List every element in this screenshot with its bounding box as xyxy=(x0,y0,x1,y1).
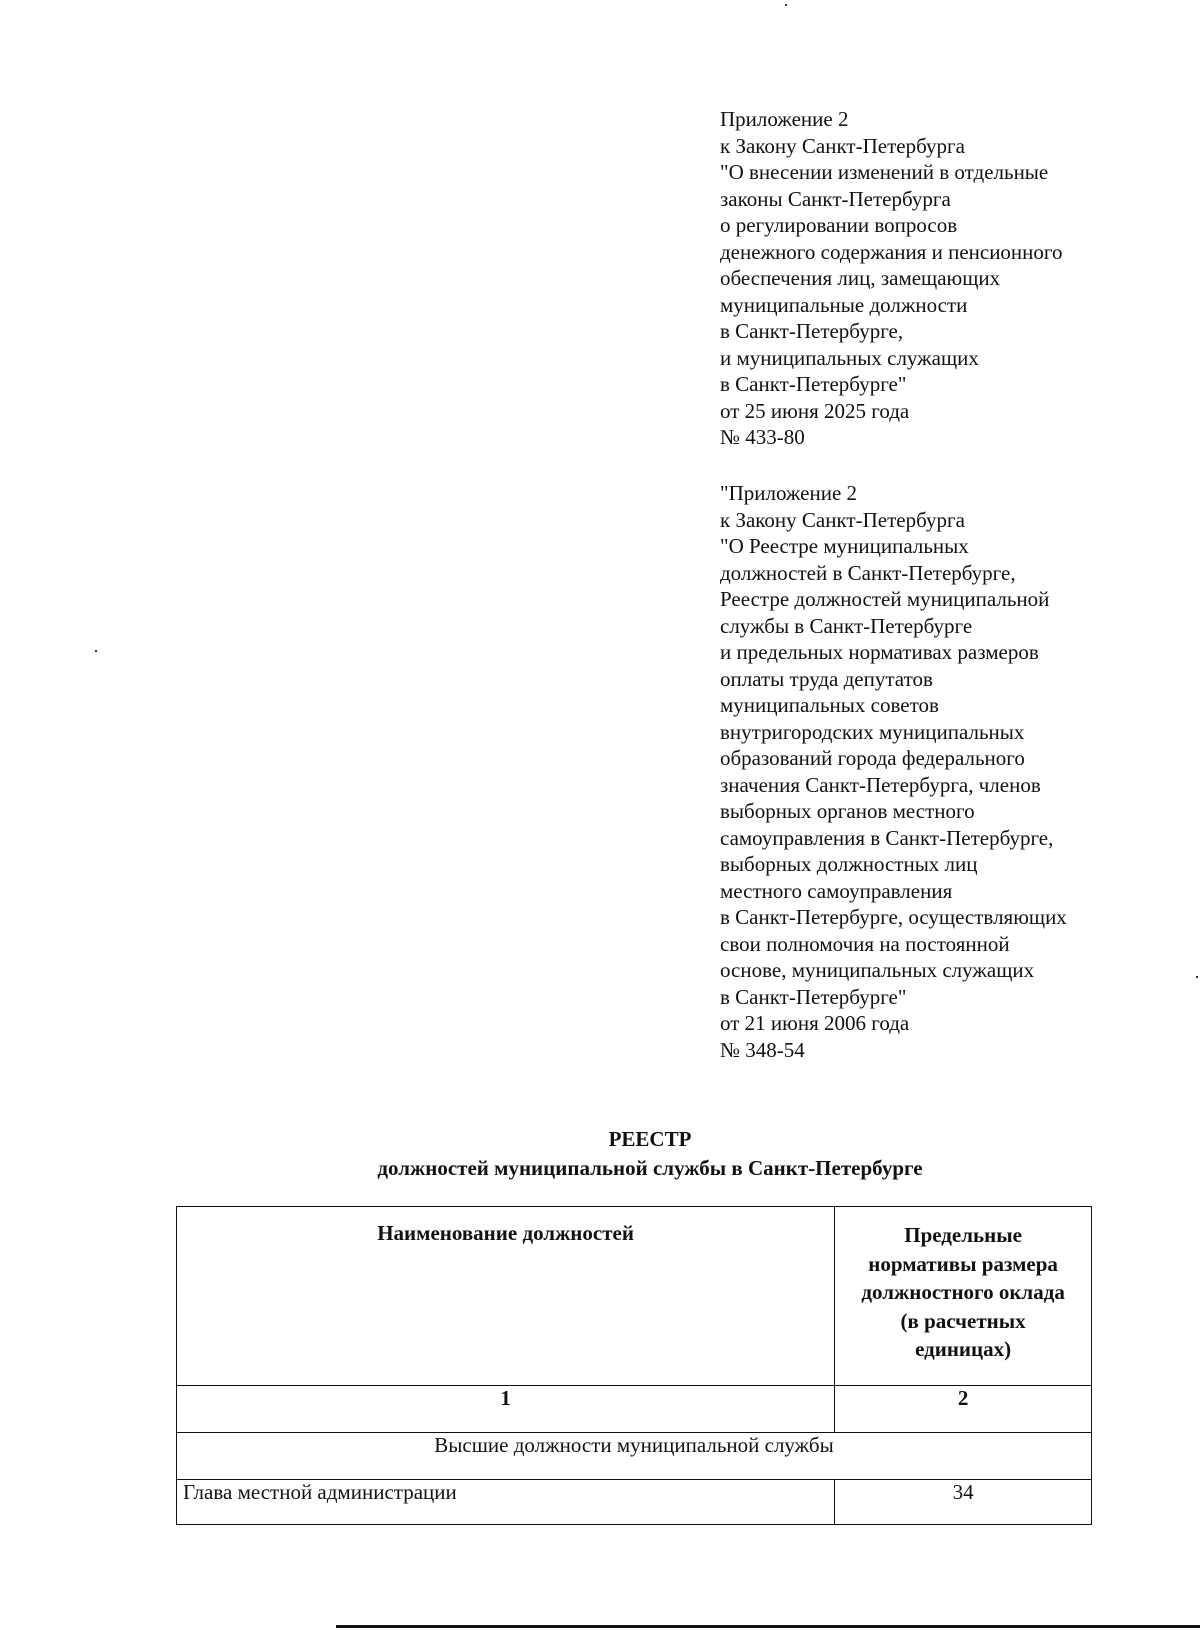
appendix-current-line: муниципальные должности xyxy=(720,292,968,317)
column-number-row xyxy=(177,1386,1092,1433)
header-norm-line: (в расчетных xyxy=(900,1308,1026,1333)
column-number: 2 xyxy=(835,1386,1092,1433)
appendix-original-line: должностей в Санкт-Петербурге, xyxy=(720,560,1016,585)
appendix-original-line: выборных органов местного xyxy=(720,799,975,823)
appendix-original-line: в Санкт-Петербурге, осуществляющих xyxy=(720,905,1067,929)
appendix-original-line: № 348-54 xyxy=(720,1037,805,1062)
appendix-current-line: законы Санкт-Петербурга xyxy=(720,186,951,211)
registry-heading xyxy=(100,1125,1200,1183)
registry-table xyxy=(176,1206,1092,1525)
position-name: Глава местной администрации xyxy=(177,1480,835,1525)
header-norm-line: Предельные xyxy=(904,1223,1022,1247)
appendix-original-line: "О Реестре муниципальных xyxy=(720,534,969,558)
table-header-row xyxy=(177,1207,1092,1386)
appendix-original-line: основе, муниципальных служащих xyxy=(720,958,1035,982)
appendix-original-line: Реестре должностей муниципальной xyxy=(720,587,1050,611)
appendix-original-line: к Закону Санкт-Петербурга xyxy=(720,507,965,532)
registry-subtitle: должностей муниципальной службы в Санкт-Петербурге xyxy=(377,1156,923,1180)
appendix-original-line: местного самоуправления xyxy=(720,878,953,903)
appendix-current-line: от 25 июня 2025 года xyxy=(720,398,910,423)
appendix-current-line: и муниципальных служащих xyxy=(720,345,979,370)
appendix-original-line: службы в Санкт-Петербурге xyxy=(720,613,973,638)
position-salary-norm: 34 xyxy=(835,1480,1092,1525)
appendix-original-line: выборных должностных лиц xyxy=(720,852,978,876)
appendix-original-line: муниципальных советов xyxy=(720,693,939,717)
appendix-current-line: "О внесении изменений в отдельные xyxy=(720,160,1049,184)
appendix-original-line: образований города федерального xyxy=(720,746,1025,770)
scan-speck xyxy=(1196,976,1198,978)
header-norm-line: должностного оклада xyxy=(861,1280,1065,1304)
scan-edge-line xyxy=(336,1625,1200,1628)
header-position-name: Наименование должностей xyxy=(177,1207,835,1386)
appendix-original-line: "Приложение 2 xyxy=(720,481,858,505)
appendix-original-line: значения Санкт-Петербурга, членов xyxy=(720,772,1041,797)
appendix-current-line: Приложение 2 xyxy=(720,107,849,131)
appendix-original-block xyxy=(720,480,1160,1063)
appendix-current-line: о регулировании вопросов xyxy=(720,213,958,237)
appendix-current-block xyxy=(720,106,1160,451)
scan-speck xyxy=(95,650,97,652)
appendix-original-line: самоуправления в Санкт-Петербурге, xyxy=(720,825,1054,850)
header-norm-line: единицах) xyxy=(915,1337,1012,1361)
registry-title: РЕЕСТР xyxy=(608,1127,692,1151)
header-norm-line: нормативы размера xyxy=(868,1251,1058,1276)
appendix-current-line: в Санкт-Петербурге" xyxy=(720,372,907,396)
group-title: Высшие должности муниципальной службы xyxy=(177,1433,1092,1480)
appendix-original-line: свои полномочия на постоянной xyxy=(720,931,1010,956)
table-row xyxy=(177,1480,1092,1525)
appendix-original-line: в Санкт-Петербурге" xyxy=(720,984,907,1009)
appendix-current-line: обеспечения лиц, замещающих xyxy=(720,266,1001,290)
appendix-original-line: и предельных нормативах размеров xyxy=(720,640,1039,664)
appendix-original-line: от 21 июня 2006 года xyxy=(720,1011,910,1035)
appendix-original-line: внутригородских муниципальных xyxy=(720,719,1025,744)
appendix-original-line: оплаты труда депутатов xyxy=(720,666,933,691)
header-salary-norm xyxy=(835,1207,1092,1386)
scan-speck xyxy=(785,4,787,6)
appendix-current-line: денежного содержания и пенсионного xyxy=(720,239,1063,264)
appendix-current-line: в Санкт-Петербурге, xyxy=(720,319,904,343)
column-number: 1 xyxy=(177,1386,835,1433)
appendix-current-line: к Закону Санкт-Петербурга xyxy=(720,133,965,158)
appendix-current-line: № 433-80 xyxy=(720,425,805,449)
group-row xyxy=(177,1433,1092,1480)
